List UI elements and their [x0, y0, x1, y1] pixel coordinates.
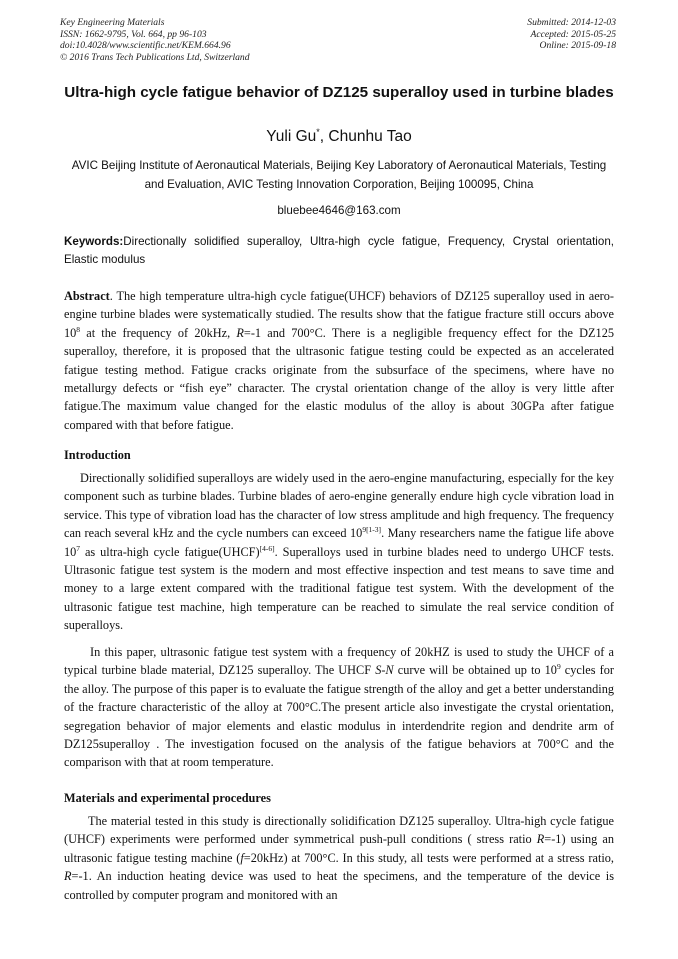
accepted-date: Accepted: 2015-05-25	[530, 28, 616, 40]
paragraph-text: curve will be obtained up to 10	[393, 663, 557, 678]
paragraph-text: =-1) using an ultrasonic fatigue testing machine (	[64, 832, 614, 865]
paragraph-text: . Many researchers name the fatigue life above 10	[64, 526, 614, 559]
paragraph-text: as ultra-high cycle fatigue(UHCF)	[80, 544, 260, 559]
exponent: 9	[556, 662, 561, 672]
keywords-text: Directionally solidified superalloy, Ultra-high cycle fatigue, Frequency, Crystal orientation, Elastic modulus	[64, 235, 614, 266]
author-name: Yuli Gu	[266, 128, 317, 146]
citation: 9[1-3]	[362, 525, 382, 535]
introduction-paragraph-2	[64, 643, 614, 772]
paragraph-text: In this paper, ultrasonic fatigue test system with a frequency of 20kHZ is used to study the UHCF of a typical turbine blade material, DZ125 superalloy. The UHCF	[64, 645, 614, 678]
keywords	[64, 233, 614, 269]
abstract	[64, 287, 614, 434]
symbol-r: R	[536, 832, 545, 847]
section-heading-introduction: Introduction	[64, 448, 131, 462]
citation: [4-6]	[259, 543, 275, 553]
paragraph-text: Directionally solidified superalloys are widely used in the aero-engine manufacturing, especially for the key component such as turbine blades. Turbine blades of aero-engine generally endure high cycle vibration load in service. This type of vibration load has the character of low stress amplitude and high frequency. The frequency can reach several kHz and the cycle numbers can exceed 10	[64, 471, 614, 541]
paragraph-text: =-1. An induction heating device was used to heat the specimens, and the temperature of the device is controlled by computer program and monitored with an	[64, 869, 614, 902]
author-email: bluebee4646@163.com	[277, 204, 401, 217]
corresponding-mark: *	[316, 127, 320, 137]
author-name: Chunhu Tao	[328, 128, 412, 146]
copyright-line: © 2016 Trans Tech Publications Ltd, Switzerland	[60, 51, 250, 63]
online-date: Online: 2015-09-18	[539, 40, 616, 52]
materials-paragraph-1	[64, 812, 614, 904]
paper-title: Ultra-high cycle fatigue behavior of DZ125 superalloy used in turbine blades	[64, 84, 614, 101]
abstract-label: Abstract	[64, 289, 110, 303]
dates-header	[527, 17, 616, 52]
introduction-paragraph-1	[64, 469, 614, 635]
paragraph-text: . Superalloys used in turbine blades need to undergo UHCF tests. Ultrasonic fatigue test system is the modern and most effective inspection and test means to save time and money to a large extent compared with the traditional fatigue test system. With the development of the ultrasonic fatigue test machine, high temperature can be reached to simulate the real service condition of superalloys.	[64, 544, 614, 633]
symbol-f: f	[240, 850, 244, 865]
doi-line: doi:10.4028/www.scientific.net/KEM.664.96	[60, 40, 231, 52]
paragraph-text: The material tested in this study is directionally solidification DZ125 superalloy. Ultra-high cycle fatigue (UHCF) experiments were performed under symmetrical push-pull conditions ( stress ratio	[64, 814, 614, 847]
abstract-text: . The high temperature ultra-high cycle fatigue(UHCF) behaviors of DZ125 superalloy used in aero-engine turbine blades were systematically studied. The results show that the fatigue fracture still occurs above 10	[64, 289, 614, 340]
symbol-r: R	[236, 325, 244, 340]
symbol-r: R	[64, 869, 72, 884]
affiliation: AVIC Beijing Institute of Aeronautical Materials, Beijing Key Laboratory of Aeronautical Materials, Testing and Evaluation, AVIC Testing Innovation Corporation, Beijing 100095, China	[71, 159, 607, 191]
abstract-text: =-1 and 700°C. There is a negligible frequency effect for the DZ125 superalloy, therefore, it is proposed that the ultrasonic fatigue testing could be expected as an accelerated fatigue testing method. Fatigue cracks originate from the subsurface of the specimens, where have no metallurgy defects or “fish eye” character. The crystal orientation change of the alloy is very little after fatigue.The maximum value changed for the elastic modulus of the alloy is about 30GPa after fatigue compared with that before fatigue.	[64, 325, 614, 432]
paragraph-text: =20kHz) at 700°C. In this study, all tests were performed at a stress ratio,	[243, 850, 614, 865]
submitted-date: Submitted: 2014-12-03	[527, 17, 616, 28]
paragraph-text: cycles for the alloy. The purpose of this paper is to evaluate the fatigue strength of the alloy and get a better understanding of the fracture characteristic of the alloy at 700°C.The present article also investigate the crystal orientation, segregation behavior of major elements and elastic modulus in interdendrite region and dendrite arm of DZ125superalloy . The investigation focused on the analysis of the fatigue behaviors at 700°C and the comparison with that at room temperature.	[64, 663, 614, 770]
section-heading-materials: Materials and experimental procedures	[64, 791, 271, 805]
symbol-sn: S-N	[375, 663, 394, 678]
exponent: 8	[76, 324, 81, 334]
exponent: 7	[76, 543, 81, 553]
journal-name: Key Engineering Materials	[60, 17, 165, 28]
abstract-text: at the frequency of 20kHz,	[80, 325, 237, 340]
author-separator: ,	[319, 128, 329, 146]
journal-header	[60, 17, 250, 63]
author-line	[64, 127, 614, 146]
keywords-label: Keywords:	[64, 235, 124, 248]
issn-line: ISSN: 1662-9795, Vol. 664, pp 96-103	[60, 28, 207, 40]
